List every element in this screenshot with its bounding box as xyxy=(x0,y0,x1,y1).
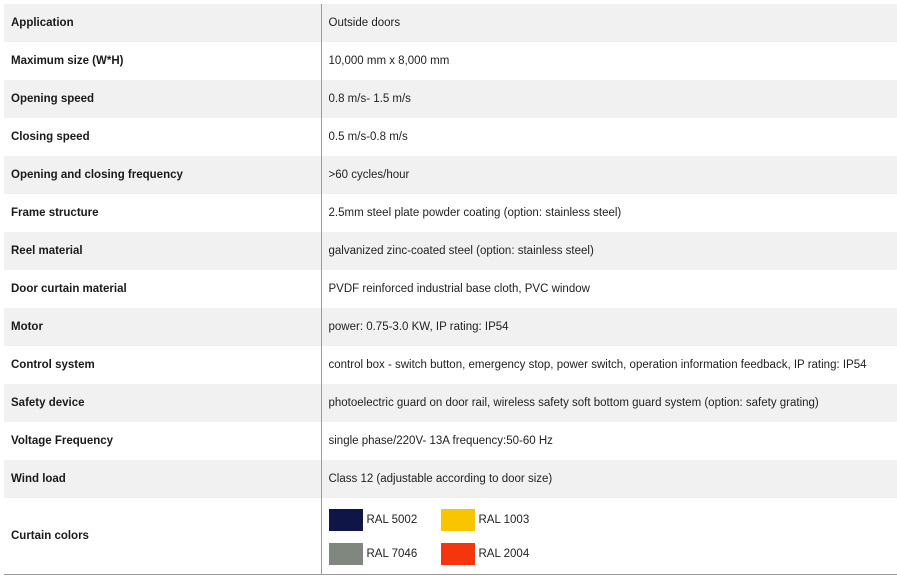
row-label: Closing speed xyxy=(4,118,321,156)
color-swatch xyxy=(441,509,553,531)
table-row xyxy=(4,460,897,498)
row-label: Application xyxy=(4,4,321,42)
table-row xyxy=(4,346,897,384)
row-label: Curtain colors xyxy=(4,498,321,574)
row-label: Motor xyxy=(4,308,321,346)
row-value: PVDF reinforced industrial base cloth, PVC window xyxy=(321,270,897,308)
row-label: Safety device xyxy=(4,384,321,422)
row-value: 10,000 mm x 8,000 mm xyxy=(321,42,897,80)
color-label: RAL 5002 xyxy=(366,513,418,526)
row-label: Frame structure xyxy=(4,194,321,232)
table-row xyxy=(4,42,897,80)
color-swatch xyxy=(441,543,553,565)
spec-table xyxy=(4,4,897,575)
table-row xyxy=(4,156,897,194)
color-label: RAL 1003 xyxy=(478,513,530,526)
table-row xyxy=(4,270,897,308)
row-value: Class 12 (adjustable according to door size) xyxy=(321,460,897,498)
curtain-colors-cell xyxy=(321,498,897,574)
row-value: power: 0.75-3.0 KW, IP rating: IP54 xyxy=(321,308,897,346)
color-swatch xyxy=(329,543,441,565)
table-row xyxy=(4,194,897,232)
row-label: Opening and closing frequency xyxy=(4,156,321,194)
table-row-curtain-colors xyxy=(4,498,897,574)
color-box xyxy=(329,509,363,531)
row-value: 0.8 m/s- 1.5 m/s xyxy=(321,80,897,118)
row-value: 2.5mm steel plate powder coating (option: stainless steel) xyxy=(321,194,897,232)
color-box xyxy=(441,509,475,531)
row-value: single phase/220V- 13A frequency:50-60 Hz xyxy=(321,422,897,460)
color-swatch-grid xyxy=(329,507,897,565)
row-label: Voltage Frequency xyxy=(4,422,321,460)
table-row xyxy=(4,4,897,42)
row-value: control box - switch button, emergency stop, power switch, operation information feedback, IP rating: IP54 xyxy=(321,346,897,384)
color-label: RAL 7046 xyxy=(366,547,418,560)
table-row xyxy=(4,232,897,270)
color-box xyxy=(441,543,475,565)
row-label: Wind load xyxy=(4,460,321,498)
table-row xyxy=(4,308,897,346)
row-value: >60 cycles/hour xyxy=(321,156,897,194)
color-box xyxy=(329,543,363,565)
row-value: galvanized zinc-coated steel (option: stainless steel) xyxy=(321,232,897,270)
row-value: Outside doors xyxy=(321,4,897,42)
color-label: RAL 2004 xyxy=(478,547,530,560)
spec-table-body xyxy=(4,4,897,574)
table-row xyxy=(4,384,897,422)
color-swatch xyxy=(329,509,441,531)
row-label: Opening speed xyxy=(4,80,321,118)
row-label: Maximum size (W*H) xyxy=(4,42,321,80)
table-row xyxy=(4,80,897,118)
row-value: photoelectric guard on door rail, wireless safety soft bottom guard system (option: safety grating) xyxy=(321,384,897,422)
row-value: 0.5 m/s-0.8 m/s xyxy=(321,118,897,156)
row-label: Reel material xyxy=(4,232,321,270)
row-label: Door curtain material xyxy=(4,270,321,308)
table-row xyxy=(4,118,897,156)
table-row xyxy=(4,422,897,460)
row-label: Control system xyxy=(4,346,321,384)
